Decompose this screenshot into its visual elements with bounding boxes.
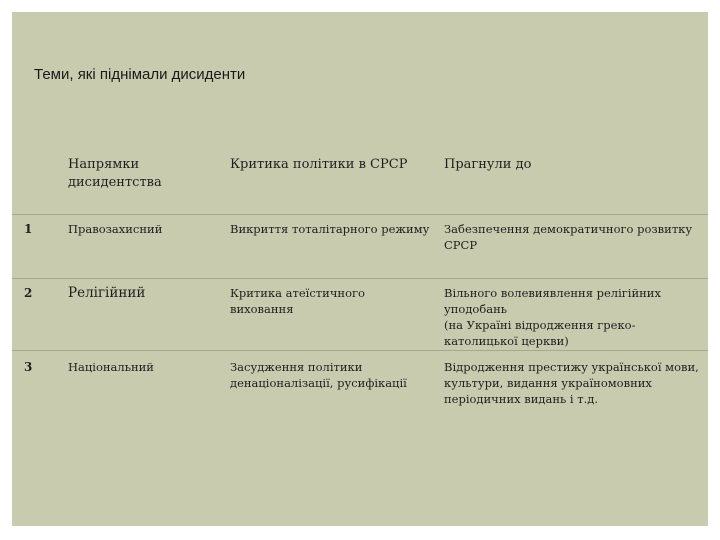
row-criticism: Критика атеїстичного виховання (230, 285, 365, 316)
row-criticism: Засудження політики денаціоналізації, русифікації (230, 359, 407, 390)
header-direction: Напрямки дисидентства (68, 157, 162, 190)
table-row (12, 214, 708, 278)
row-goal: Забезпечення демократичного розвитку СРСР (444, 221, 693, 252)
table-row (12, 350, 708, 414)
row-direction: Правозахисний (68, 221, 163, 236)
header-criticism-cell (224, 150, 438, 214)
row-number: 1 (24, 221, 33, 236)
slide (12, 12, 708, 526)
row-goal (438, 279, 708, 349)
row-goal-line: (на Україні відродження греко-католицької церкви) (444, 317, 636, 348)
table-row (12, 278, 708, 350)
row-direction: Національний (68, 359, 154, 374)
row-goal: Відродження престижу української мови, культури, видання україномовних періодичних видань і т.д. (444, 359, 699, 406)
header-criticism: Критика політики в СРСР (230, 157, 408, 172)
header-num-cell (12, 150, 62, 214)
slide-title: Теми, які піднімали дисиденти (34, 66, 246, 83)
row-number: 3 (24, 359, 33, 374)
table-header-row (12, 150, 708, 214)
header-goal: Прагнули до (444, 157, 532, 172)
row-direction: Релігійний (68, 284, 146, 301)
row-number: 2 (24, 285, 33, 300)
dissidents-table (12, 150, 708, 414)
header-direction-cell (62, 150, 224, 214)
row-goal-line: Вільного волевиявлення релігійних уподобань (444, 285, 661, 316)
row-criticism: Викриття тоталітарного режиму (230, 221, 430, 236)
header-goal-cell (438, 150, 708, 214)
